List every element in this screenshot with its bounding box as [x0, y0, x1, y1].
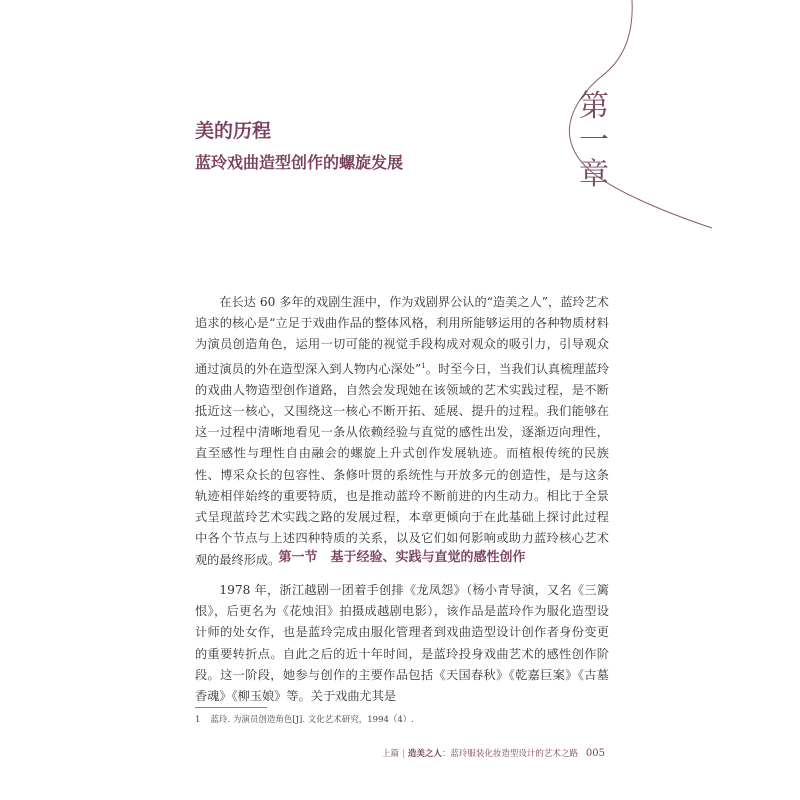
footnote-number: 1: [195, 715, 201, 725]
chapter-char: 一: [579, 123, 609, 158]
paragraph-text: 1978 年，浙江越剧一团着手创排《龙凤怨》（杨小青导演，又名《三篱恨》，后更名为《花烛泪》拍摄成越剧电影），该作品是蓝玲作为服化造型设计师的处女作，也是蓝玲完成由服化管理者到戏曲造型设计创作者身份变更的重要转折点。自此之后的近十年时间，是蓝玲投身戏曲艺术的感性创作阶段。这一阶段，她参与创作的主要作品包括《天国春秋》《乾嘉巨案》《古墓香魂》《柳玉娘》等。关于戏曲尤其是: [195, 583, 609, 704]
footer-part: 上篇: [381, 749, 399, 759]
footnote: [195, 713, 414, 725]
page-footer: [382, 747, 605, 759]
paragraph-text: 在长达 60 多年的戏剧生涯中，作为戏剧界公认的“造美之人”，蓝玲艺术追求的核心是“立足于戏曲作品的整体风格，利用所能够运用的各种物质材料为演员创造角色，运用一切可能的视觉手段构成对观众的吸引力，引导观众通过演员的外在造型深入到人物内心深处”: [195, 295, 609, 376]
section-heading: 第一节 基于经验、实践与直觉的感性创作: [278, 550, 526, 565]
footnote-ref[interactable]: 1: [421, 361, 426, 370]
footnote-text: 蓝玲. 为演员创造角色[J]. 文化艺术研究，1994（4）.: [210, 715, 415, 725]
page-number: 005: [585, 748, 605, 759]
footer-colon: ：: [441, 749, 451, 759]
footer-section: 造美之人: [407, 749, 442, 759]
paragraph-text: 。时至今日，当我们认真梳理蓝玲的戏曲人物造型创作道路，自然会发现她在该领域的艺术实践过程，是不断抵近这一核心，又围绕这一核心不断开拓、延展、提升的过程。我们能够在这一过程中清晰地看见一条从依赖经验与直觉的感性出发，逐渐迈向理性，直至感性与理性自由融会的螺旋上升式创作发展轨迹。而植根传统的民族性、博采众长的包容性、条修叶贯的系统性与开放多元的创造性，是与这条轨迹相伴始终的重要特质，也是推动蓝玲不断前进的内生动力。相比于全景式呈现蓝玲艺术实践之路的发展过程，本章更倾向于在此基础上探讨此过程中各个节点与上述四种特质的关系，以及它们如何影响或助力蓝玲核心艺术观的最终形成。: [195, 361, 610, 567]
body-paragraph-1: [195, 292, 609, 571]
chapter-label: [574, 90, 614, 192]
footer-book-title: 蓝玲服装化妆造型设计的艺术之路: [450, 749, 578, 759]
body-paragraph-2: [195, 580, 609, 707]
chapter-char: 章: [579, 157, 609, 192]
footnote-divider: [195, 707, 267, 708]
page-subtitle: 蓝玲戏曲造型创作的螺旋发展: [195, 153, 404, 172]
page-title: 美的历程: [195, 120, 272, 142]
footer-separator: |: [401, 749, 405, 759]
chapter-char: 第: [579, 89, 609, 124]
